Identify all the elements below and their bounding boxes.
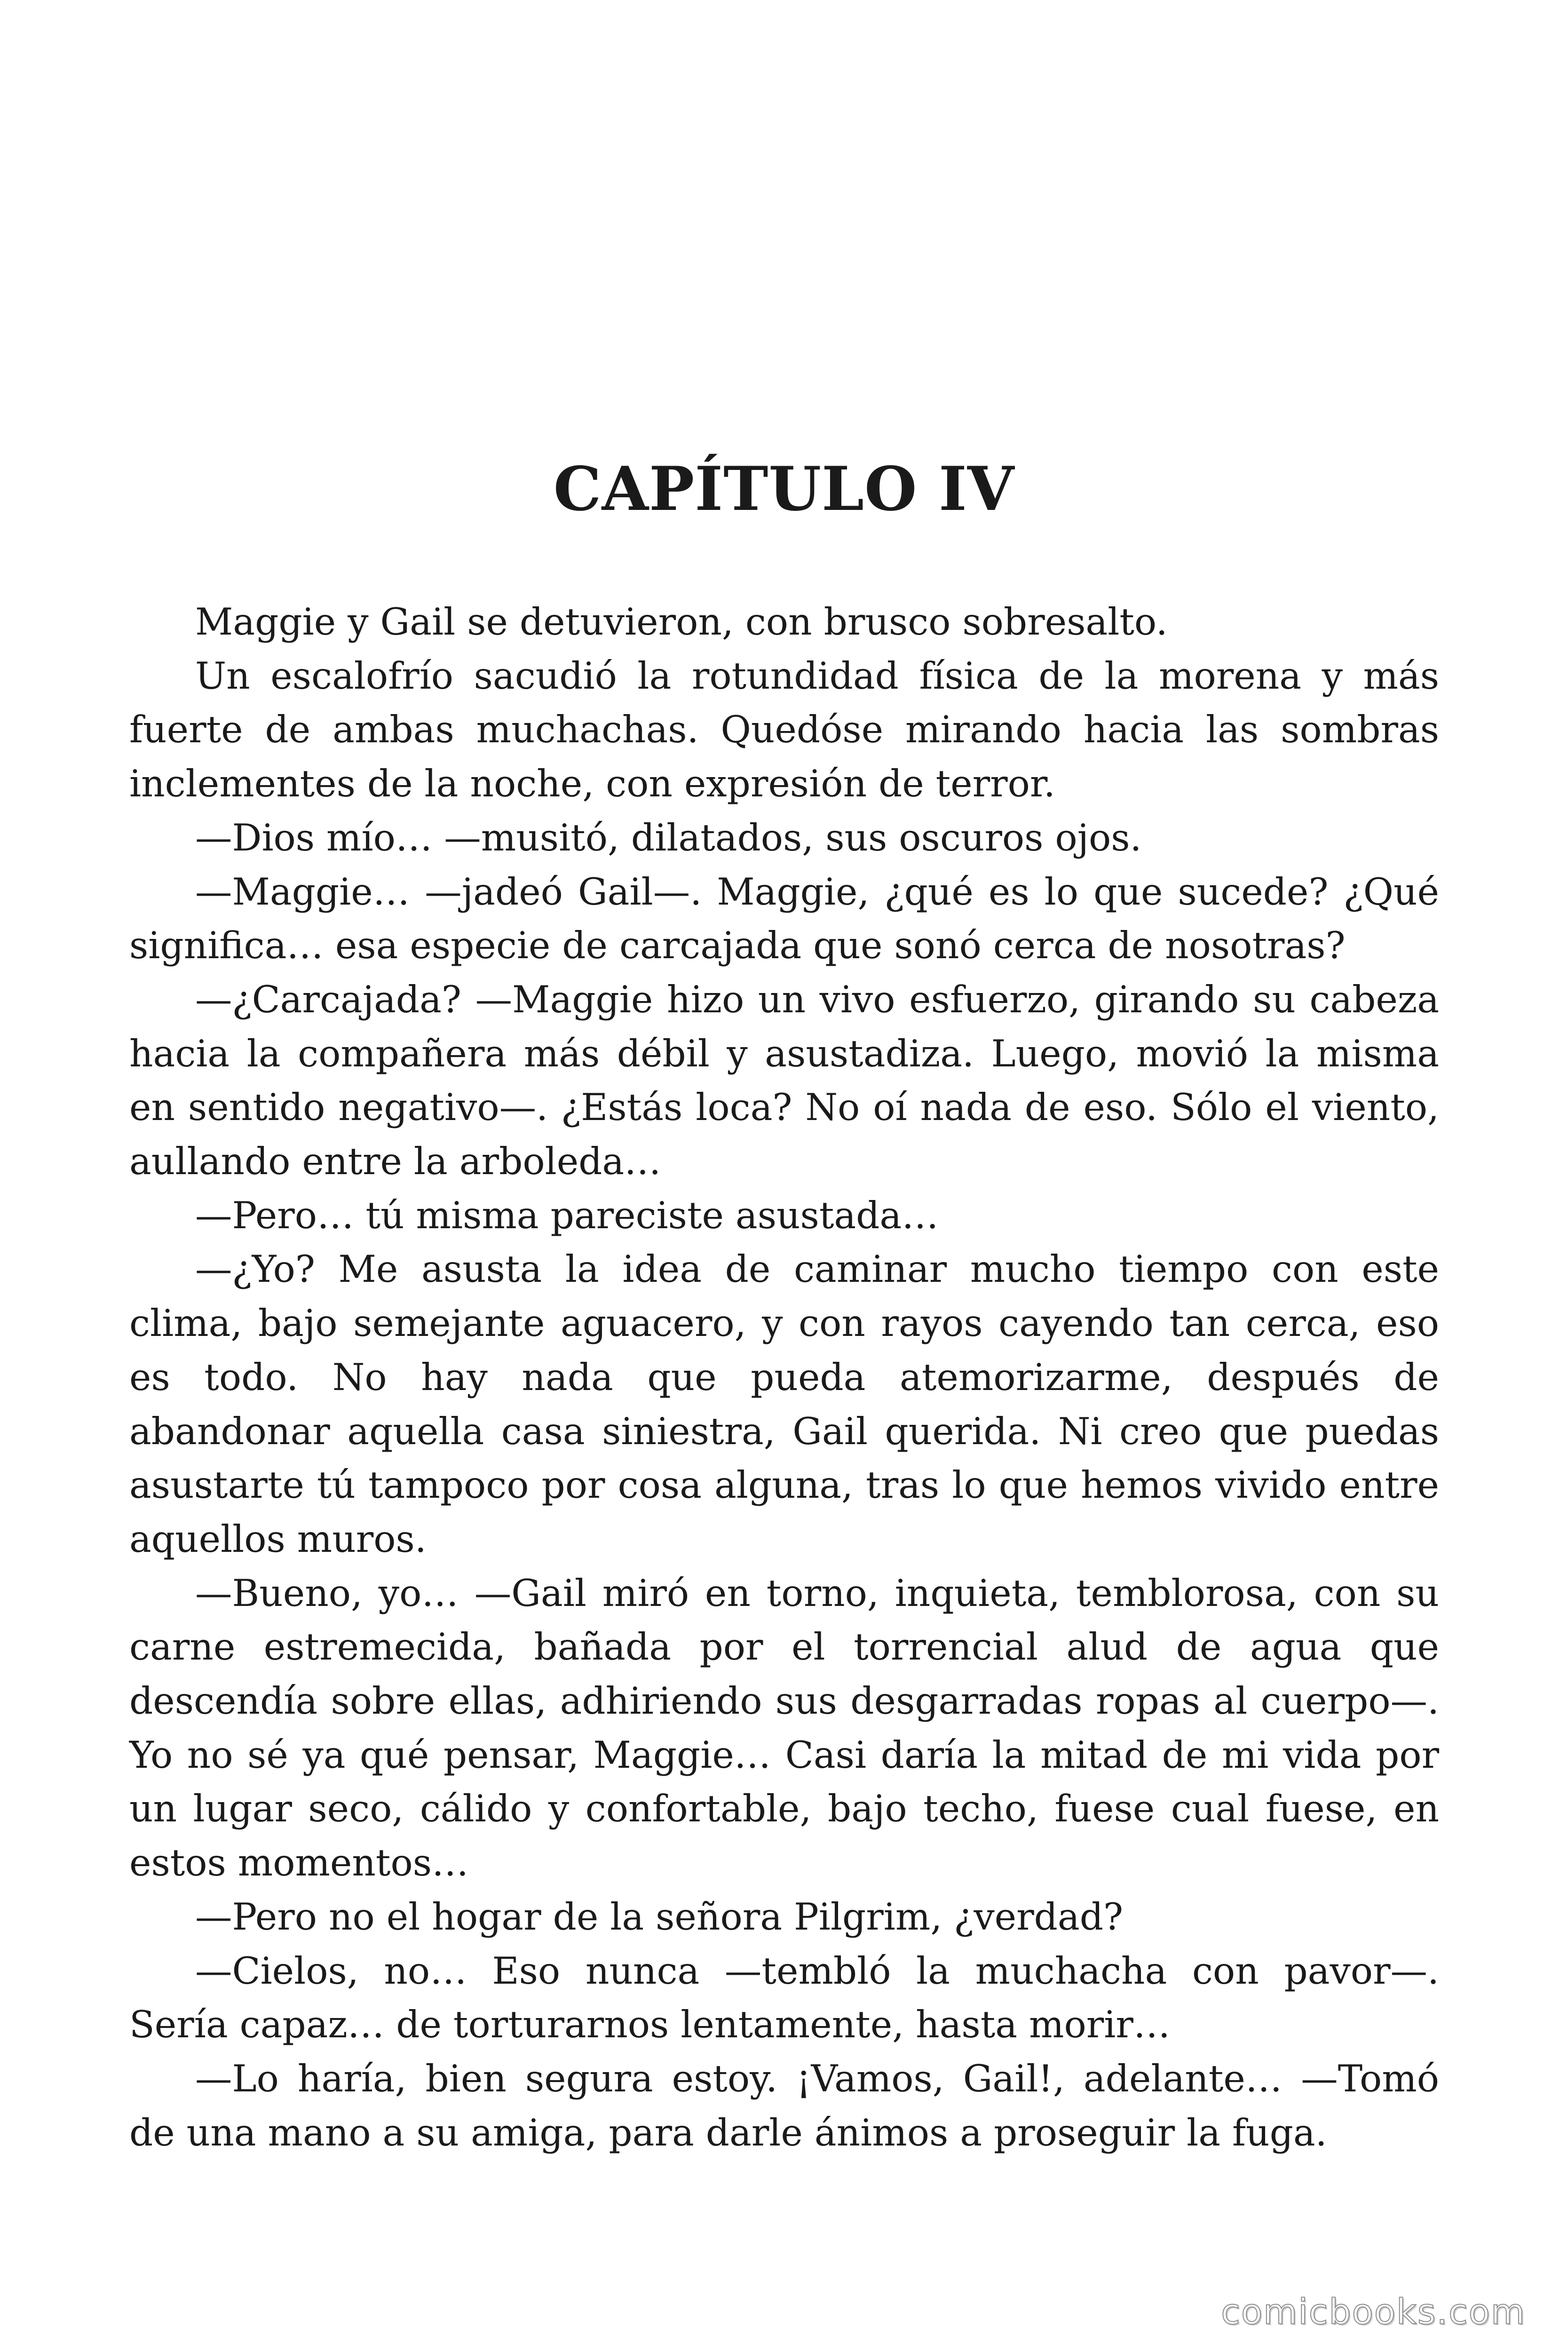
chapter-title: CAPÍTULO IV bbox=[553, 454, 1015, 524]
chapter-body bbox=[129, 595, 1439, 2160]
paragraph: —Pero… tú misma pareciste asustada… bbox=[195, 1193, 939, 1237]
paragraph: Un escalofrío sacudió la rotundidad física de la morena y más fuerte de ambas muchachas. Quedóse mirando hacia las sombras inclementes de la noche, con expresión de terror. bbox=[129, 654, 1439, 806]
paragraph: —Cielos, no… Eso nunca —tembló la muchacha con pavor—. Sería capaz… de torturarnos lentamente, hasta morir… bbox=[129, 1949, 1439, 2047]
paragraph: —Lo haría, bien segura estoy. ¡Vamos, Gail!, adelante… —Tomó de una mano a su amiga, para darle ánimos a proseguir la fuga. bbox=[129, 2057, 1439, 2154]
paragraph: —Maggie… —jadeó Gail—. Maggie, ¿qué es lo que sucede? ¿Qué significa… esa especie de carcajada que sonó cerca de nosotras? bbox=[129, 870, 1439, 968]
paragraph: —¿Carcajada? —Maggie hizo un vivo esfuerzo, girando su cabeza hacia la compañera más débil y asustadiza. Luego, movió la misma en sentido negativo—. ¿Estás loca? No oí nada de eso. Sólo el viento, aullando entre la arboleda… bbox=[129, 977, 1439, 1184]
paragraph: —Bueno, yo… —Gail miró en torno, inquieta, temblorosa, con su carne estremecida, bañada por el torrencial alud de agua que descendía sobre ellas, adhiriendo sus desgarradas ropas al cuerpo—. Yo no sé ya qué pensar, Maggie… Casi daría la mitad de mi vida por un lugar seco, cálido y confortable, bajo techo, fuese cual fuese, en estos momentos… bbox=[129, 1571, 1439, 1885]
paragraph: —Dios mío… —musitó, dilatados, sus oscuros ojos. bbox=[195, 816, 1142, 859]
paragraph: —Pero no el hogar de la señora Pilgrim, ¿verdad? bbox=[195, 1895, 1124, 1939]
paragraph: Maggie y Gail se detuvieron, con brusco sobresalto. bbox=[195, 600, 1168, 644]
watermark: comicbooks.com bbox=[1221, 2292, 1526, 2332]
paragraph: —¿Yo? Me asusta la idea de caminar mucho tiempo con este clima, bajo semejante aguacero, y con rayos cayendo tan cerca, eso es todo. No hay nada que pueda atemorizarme, después de abandonar aquella casa siniestra, Gail querida. Ni creo que puedas asustarte tú tampoco por cosa alguna, tras lo que hemos vivido entre aquellos muros. bbox=[129, 1248, 1439, 1561]
